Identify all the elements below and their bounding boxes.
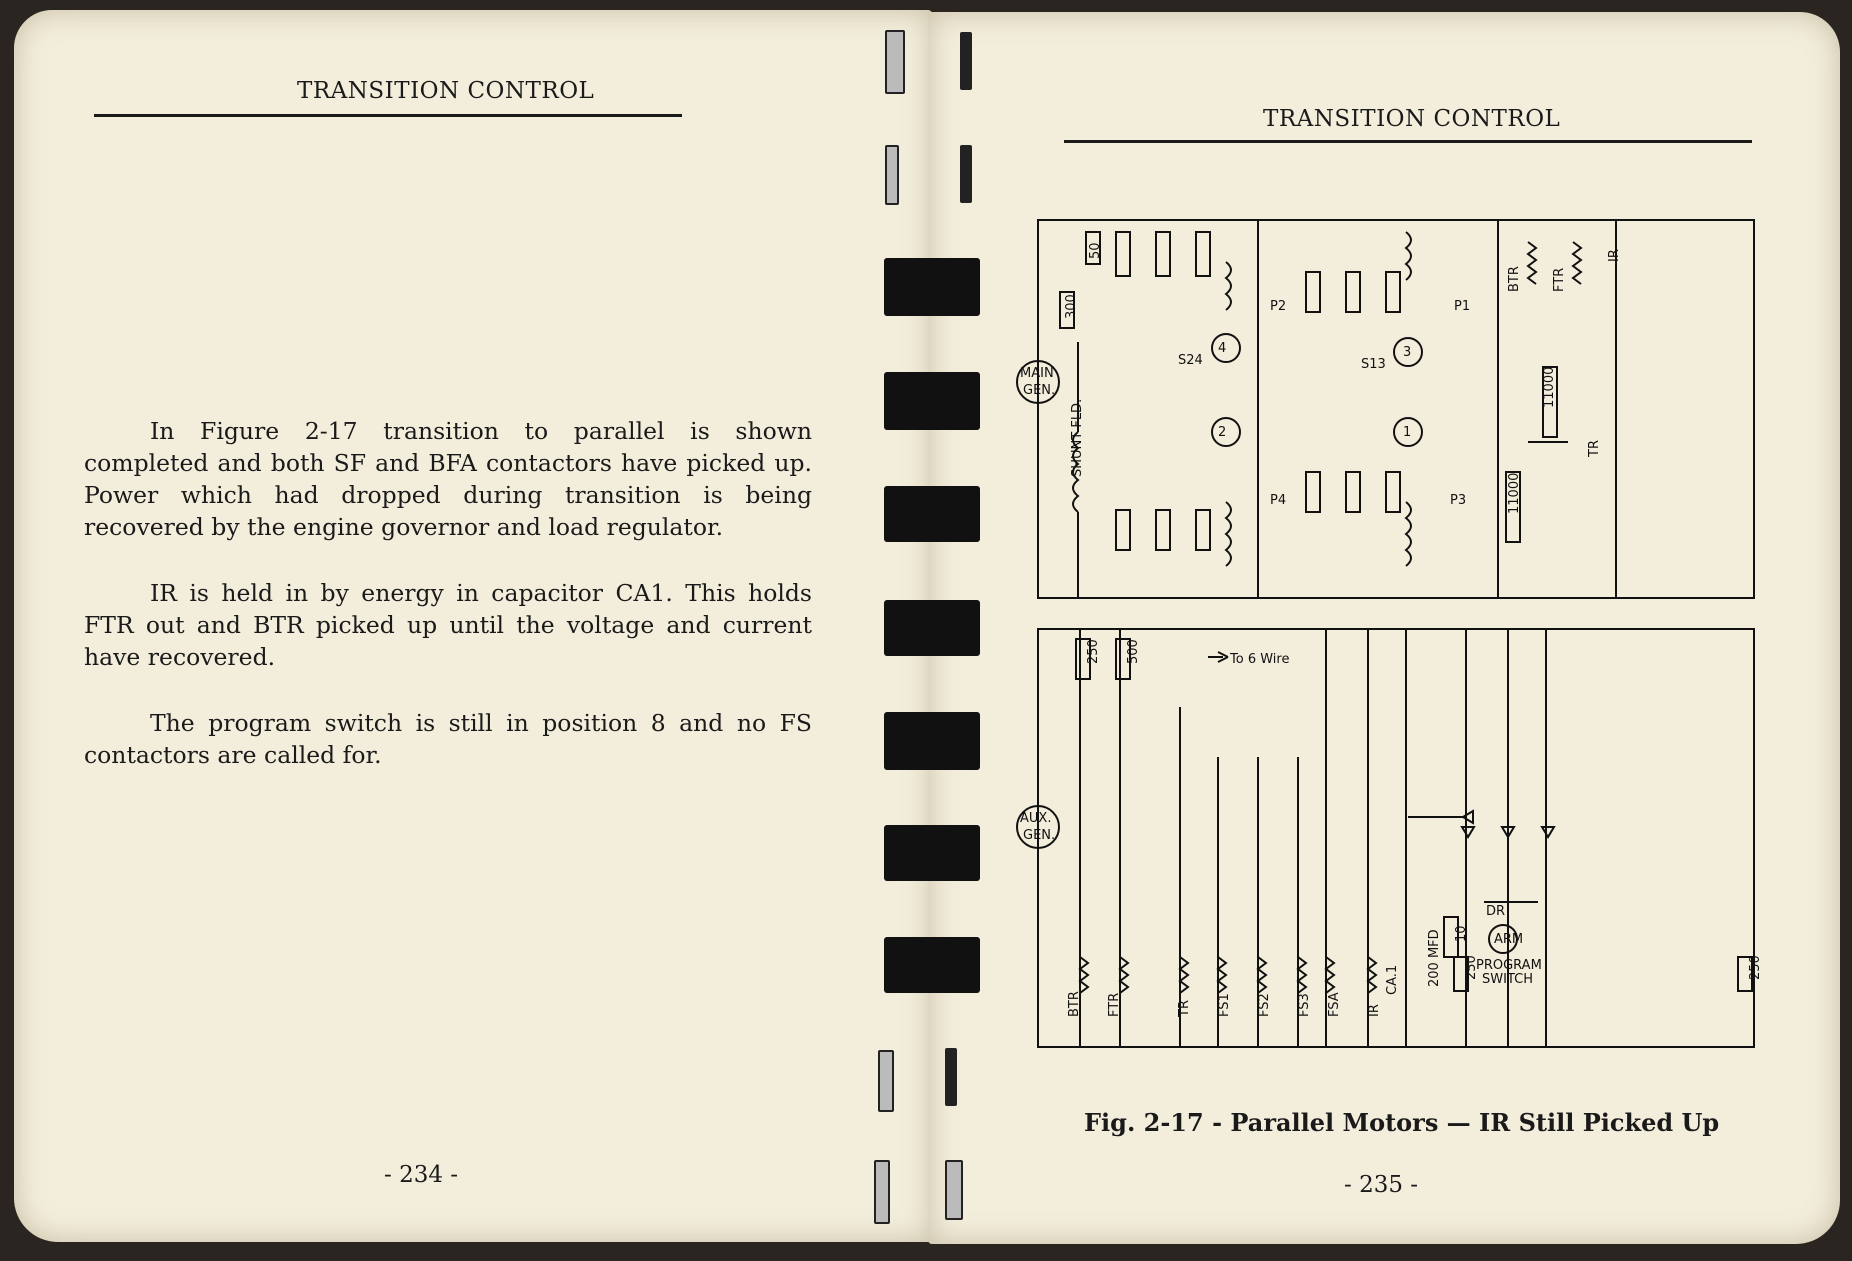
- binding-slot: [878, 1050, 894, 1112]
- coil-label: FS3: [1297, 993, 1312, 1017]
- resistor-label: 11000: [1542, 366, 1557, 408]
- header-rule: [94, 114, 682, 117]
- cap-label: 200 MFD: [1427, 929, 1442, 987]
- coil-label: FTR: [1107, 992, 1122, 1017]
- shunt-field-label: SHUNT FLD.: [1070, 398, 1085, 477]
- contact-label: P3: [1450, 493, 1467, 508]
- motor-label: 2: [1218, 425, 1227, 440]
- schematic-top: [1008, 202, 1778, 622]
- relay-label: BTR: [1507, 266, 1522, 292]
- coil-label: IR: [1367, 1004, 1382, 1017]
- coil-label: FSA: [1327, 992, 1342, 1017]
- right-page: [928, 12, 1840, 1244]
- relay-label: FTR: [1552, 267, 1567, 292]
- binding-coil: [884, 937, 980, 993]
- resistor-label: 250: [1464, 955, 1479, 980]
- coil-label: TR: [1177, 1000, 1192, 1017]
- coil-label: BTR: [1067, 991, 1082, 1017]
- to-wire-label: To 6 Wire: [1230, 652, 1290, 667]
- resistor-label: 250: [1086, 639, 1101, 664]
- binding-slot: [945, 1160, 963, 1220]
- paragraph: The program switch is still in position 8 and no FS contactors are called for.: [84, 709, 812, 769]
- resistor-label: 250: [1748, 955, 1763, 980]
- program-switch-label: SWITCH: [1482, 972, 1533, 987]
- coil-label: FS2: [1257, 993, 1272, 1017]
- binding-slot: [885, 30, 905, 94]
- body-text: [84, 415, 812, 805]
- binding-slot: [885, 145, 899, 205]
- paragraph: IR is held in by energy in capacitor CA1. This holds FTR out and BTR picked up until the voltage and current have recovered.: [84, 579, 812, 671]
- paragraph: In Figure 2-17 transition to parallel is shown completed and both SF and BFA contactors have picked up. Power which had dropped during transition is being recovered by the engine governor and load regulator.: [84, 417, 812, 541]
- binding-coil: [884, 600, 980, 656]
- resistor-label: 500: [1126, 639, 1141, 664]
- figure-caption: Fig. 2-17 - Parallel Motors — IR Still Picked Up: [1084, 1108, 1720, 1137]
- aux-gen-label: AUX.: [1020, 811, 1052, 826]
- main-gen-label: MAIN: [1020, 366, 1054, 381]
- main-gen-label: GEN.: [1023, 383, 1056, 398]
- binding-coil: [884, 372, 980, 430]
- cap-name: CA.1: [1385, 964, 1400, 995]
- binding-slot: [960, 32, 972, 90]
- coil-label: FS1: [1217, 993, 1232, 1017]
- contact-label: P4: [1270, 493, 1287, 508]
- page-header: TRANSITION CONTROL: [297, 78, 595, 104]
- schematic-bottom: [1008, 617, 1778, 1067]
- binding-slot: [874, 1160, 890, 1224]
- contact-label: P2: [1270, 299, 1287, 314]
- binding-slot: [960, 145, 972, 203]
- resistor-label: 300: [1064, 294, 1079, 319]
- left-page: [14, 10, 932, 1242]
- motor-label: 3: [1403, 345, 1412, 360]
- program-switch-label: PROGRAM: [1476, 958, 1542, 973]
- aux-gen-label: GEN.: [1023, 828, 1056, 843]
- contact-label: S24: [1178, 353, 1203, 368]
- page-header: TRANSITION CONTROL: [1263, 106, 1561, 132]
- binding-coil: [884, 486, 980, 542]
- binding-coil: [884, 712, 980, 770]
- header-rule: [1064, 140, 1752, 143]
- dr-label: DR: [1486, 904, 1506, 919]
- contact-label: P1: [1454, 299, 1471, 314]
- resistor-label: 11000: [1507, 472, 1522, 514]
- motor-label: 4: [1218, 341, 1227, 356]
- page-number: - 235 -: [1344, 1172, 1419, 1198]
- binding-coil: [884, 258, 980, 316]
- resistor-label: 50: [1088, 242, 1103, 259]
- contact-label: S13: [1361, 357, 1386, 372]
- page-number: - 234 -: [384, 1162, 459, 1188]
- motor-label: 1: [1403, 425, 1412, 440]
- binding-slot: [945, 1048, 957, 1106]
- relay-label: TR: [1587, 440, 1602, 457]
- resistor-label: 10: [1454, 925, 1469, 942]
- relay-label: IR: [1607, 249, 1622, 262]
- arm-label: ARM: [1494, 932, 1524, 947]
- binding-coil: [884, 825, 980, 881]
